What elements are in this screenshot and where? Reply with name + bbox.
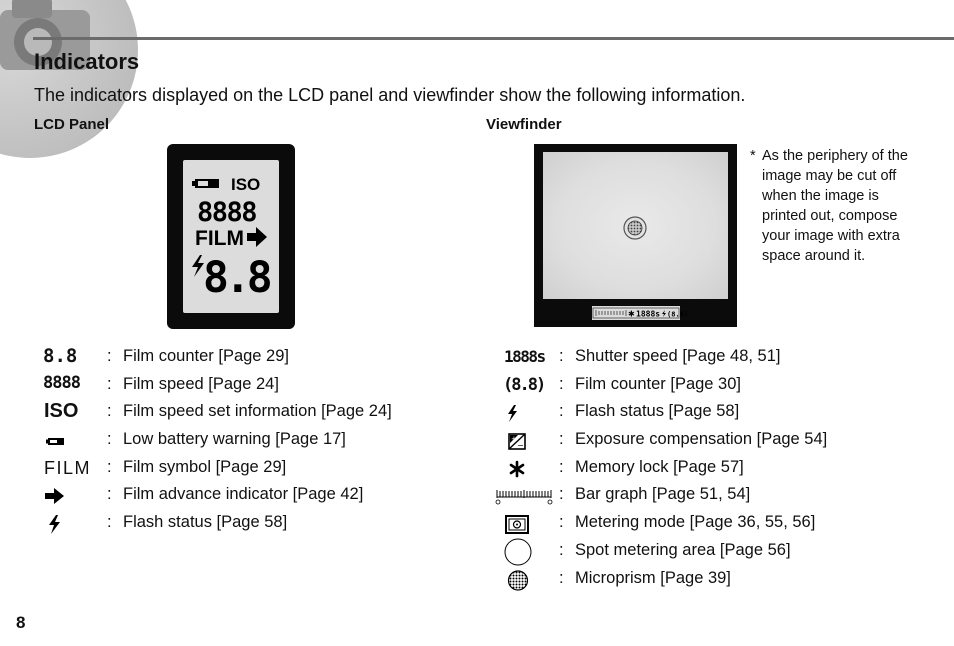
film-counter-symbol: (8.8) <box>503 374 545 395</box>
lcd-screen <box>183 160 279 313</box>
print-note <box>750 146 910 266</box>
note-asterisk: * <box>750 148 756 164</box>
bar-graph-icon <box>596 310 626 316</box>
svg-text:+: + <box>511 435 517 444</box>
strip-film-counter: (8.8) <box>667 310 689 319</box>
legend-label: Film counter [Page 29] <box>123 347 289 365</box>
legend-label: Film speed [Page 24] <box>123 374 279 393</box>
legend-label: Memory lock [Page 57] <box>575 457 744 476</box>
svg-text:−: − <box>517 441 524 451</box>
legend-label: Exposure compensation [Page 54] <box>575 430 828 449</box>
strip-flash-icon <box>662 310 666 317</box>
microprism-icon <box>497 568 557 592</box>
film-speed-icon <box>34 374 94 398</box>
strip-shutter-speed: 1888s <box>636 309 661 319</box>
spot-circle-icon <box>497 540 557 564</box>
flash-icon <box>34 512 94 536</box>
viewfinder-illustration <box>534 144 737 327</box>
legend-colon: : <box>559 568 564 587</box>
viewfinder-center <box>543 152 728 299</box>
legend-colon: : <box>559 374 564 393</box>
lcd-iso-text: ISO <box>231 175 261 194</box>
lcd-panel-illustration <box>167 144 295 329</box>
exposure-compensation-icon <box>497 429 557 453</box>
legend-colon: : <box>559 540 564 559</box>
iso-symbol: ISO <box>44 400 79 423</box>
film-symbol-text: FILM <box>44 457 92 478</box>
lcd-digits-text: 8888 <box>197 197 257 228</box>
legend-label: Film counter [Page 30] <box>575 374 741 393</box>
bar-graph-icon <box>497 484 557 508</box>
metering-mode-icon <box>497 512 557 536</box>
legend-label: Flash status [Page 58] <box>575 402 740 421</box>
film-symbol-icon <box>34 457 94 481</box>
memory-lock-icon <box>497 457 557 481</box>
flash-icon <box>497 401 557 425</box>
note-text: As the periphery of the image may be cut off when the image is printed out, compose your image with extra space around it. <box>762 148 908 264</box>
intro-text: The indicators displayed on the LCD panel and viewfinder show the following information. <box>34 85 746 105</box>
legend-label: Metering mode [Page 36, 55, 56] <box>575 513 816 532</box>
legend-label: Film advance indicator [Page 42] <box>123 485 364 504</box>
page-title: Indicators <box>34 49 140 74</box>
legend-colon: : <box>107 457 112 476</box>
legend-label: Microprism [Page 39] <box>575 568 731 587</box>
arrow-right-icon <box>34 484 94 508</box>
legend-colon: : <box>559 457 564 476</box>
legend-colon: : <box>107 402 112 421</box>
legend-colon: : <box>559 347 564 365</box>
legend-label: Spot metering area [Page 56] <box>575 540 791 559</box>
legend-colon: : <box>559 430 564 449</box>
legend-colon: : <box>107 374 112 393</box>
legend-colon: : <box>107 485 112 504</box>
film-speed-symbol: 8888 <box>43 372 80 393</box>
battery-icon <box>192 179 219 188</box>
legend-label: Bar graph [Page 51, 54] <box>575 485 751 504</box>
legend-colon: : <box>559 513 564 532</box>
lcd-section-title: LCD Panel <box>34 116 110 133</box>
viewfinder-strip-graphic <box>592 306 689 320</box>
legend-colon: : <box>559 485 564 504</box>
shutter-speed-icon <box>497 346 557 370</box>
legend-label: Flash status [Page 58] <box>123 513 288 532</box>
page-number: 8 <box>16 613 26 632</box>
legend-label: Film symbol [Page 29] <box>123 457 287 476</box>
lcd-counter-text: 8.8 <box>203 253 269 303</box>
legend-colon: : <box>107 513 112 532</box>
film-counter-symbol: 8.8 <box>43 345 78 367</box>
iso-icon <box>34 401 94 425</box>
legend-label: Film speed set information [Page 24] <box>123 402 392 421</box>
legend-colon: : <box>559 402 564 421</box>
viewfinder-section-title: Viewfinder <box>486 116 562 133</box>
battery-icon <box>34 429 94 453</box>
lcd-screen-graphic <box>183 160 279 313</box>
legend-label: Low battery warning [Page 17] <box>123 430 346 449</box>
lcd-film-text: FILM <box>195 227 244 250</box>
legend-label: Shutter speed [Page 48, 51] <box>575 347 781 365</box>
legend-colon: : <box>107 347 112 365</box>
viewfinder-field <box>543 152 728 299</box>
strip-memory-lock: ✱ <box>628 309 635 319</box>
film-counter-icon <box>34 346 94 370</box>
legend-colon: : <box>107 430 112 449</box>
header-rule <box>33 37 954 40</box>
microprism-icon <box>628 221 642 235</box>
film-counter-icon <box>497 374 557 398</box>
shutter-speed-symbol: 1888s <box>504 347 545 366</box>
arrow-right-icon <box>247 227 267 247</box>
viewfinder-info-strip <box>592 306 689 320</box>
